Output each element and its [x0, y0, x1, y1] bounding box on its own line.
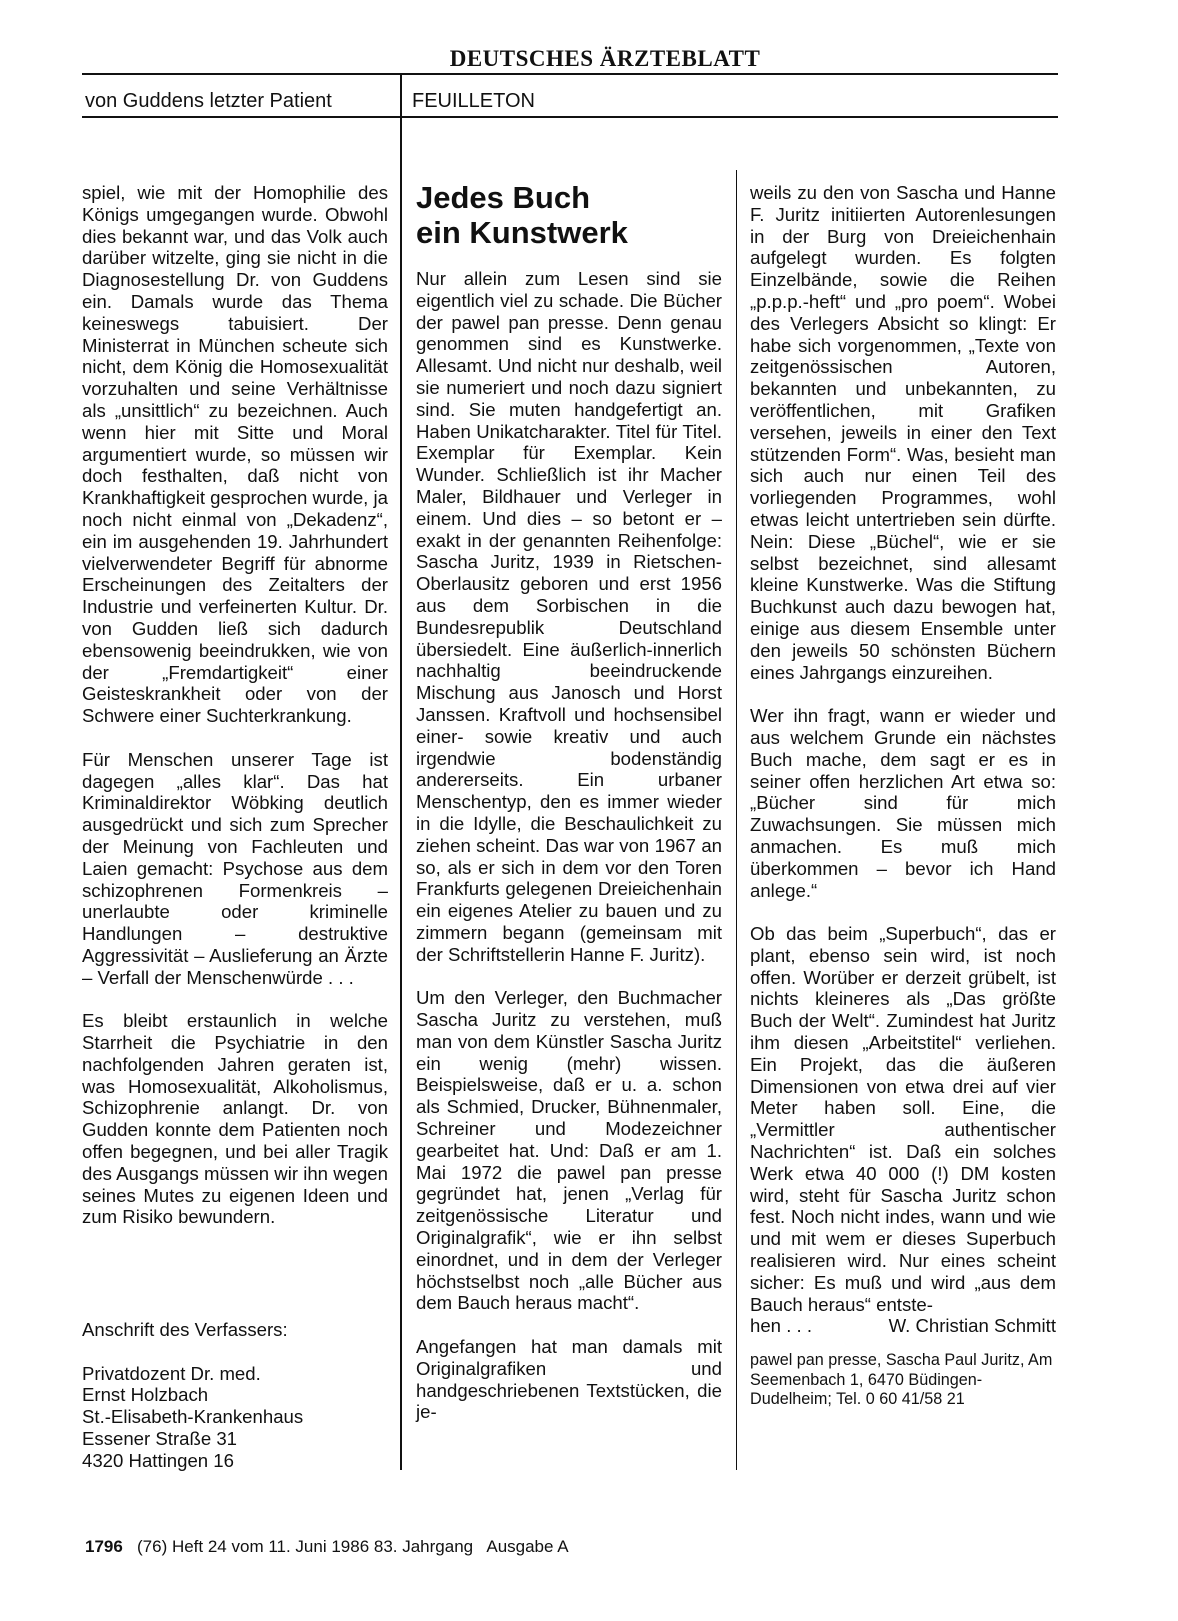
col2-paragraph-3: Angefangen hat man damals mit Originalgrafiken und handgeschriebenen Textstücken, die je-	[416, 1336, 722, 1423]
col3-paragraph-3-end: hen . . .	[750, 1315, 813, 1337]
address-line: St.-Elisabeth-Krankenhaus	[82, 1406, 304, 1428]
address-label: Anschrift des Verfassers:	[82, 1319, 288, 1340]
page-footer	[85, 1537, 569, 1557]
article-title-line-1: Jedes Buch	[416, 180, 591, 215]
address-line: 4320 Hattingen 16	[82, 1449, 234, 1471]
edition-info: Ausgabe A	[486, 1537, 569, 1556]
col2-paragraph-2: Um den Verleger, den Buchmacher Sascha Juritz zu verstehen, muß man von dem Künstler Sascha Juritz ein wenig (mehr) wissen. Beispielsweise, daß er u. a. schon als Schmied, Drucker, Bühnenmaler, Schreiner und Modezeichner gearbeitet hat. Und: Daß er am 1. Mai 1972 die pawel pan presse gegründet hat, jenen „Verlag für zeitgenössische Literatur und Originalgrafik“, wie er ihn selbst einordnet, und in dem der Verleger höchstselbst noch „alle Bücher aus dem Bauch heraus macht“.	[416, 987, 722, 1314]
col1-paragraph-3: Es bleibt erstaunlich in welche Starrheit die Psychiatrie in den nachfolgenden Jahren geraten ist, was Homosexualität, Alkoholismus, Schizophrenie anlangt. Dr. von Gudden konnte dem Patienten noch offen begegnen, und bei aller Tragik des Ausgangs müssen wir ihn wegen seines Mutes zu eigenen Ideen und zum Risiko bewundern.	[82, 1010, 388, 1228]
publisher-info: pawel pan presse, Sascha Paul Juritz, Am Seemenbach 1, 6470 Büdingen-Dudelheim; Tel. 0 60 41/58 21	[750, 1351, 1053, 1409]
column-2	[416, 180, 722, 1445]
col1-paragraph-2: Für Menschen unserer Tage ist dagegen „alles klar“. Das hat Kriminaldirektor Wöbking deutlich ausgedrückt und sich zum Sprecher der Meinung von Fachleuten und Laien gemacht: Psychose aus dem schizophrenen Formenkreis – unerlaubte oder kriminelle Handlungen – destruktive Aggressivität – Auslieferung an Ärzte – Verfall der Menschenwürde . . .	[82, 748, 388, 988]
column-3	[750, 182, 1056, 1410]
author-address	[82, 1319, 388, 1472]
page-number: 1796	[85, 1537, 123, 1556]
author-signature: W. Christian Schmitt	[888, 1315, 1056, 1337]
header-left-title: von Guddens letzter Patient	[85, 90, 332, 112]
issue-info: (76) Heft 24 vom 11. Juni 1986 83. Jahrgang	[137, 1537, 474, 1556]
column-divider-1	[400, 73, 402, 1470]
col3-paragraph-3	[750, 923, 1056, 1337]
address-line: Privatdozent Dr. med.	[82, 1362, 261, 1384]
masthead-rule	[82, 73, 1058, 75]
col2-paragraph-1: Nur allein zum Lesen sind sie eigentlich viel zu schade. Die Bücher der pawel pan presse. Denn genau genommen sind es Kunstwerke. Allesamt. Und nicht nur deshalb, weil sie numeriert und noch dazu signiert sind. Sie muten handgefertigt an. Haben Unikatcharakter. Titel für Titel. Exemplar für Exemplar. Kein Wunder. Schließlich ist ihr Macher Maler, Bildhauer und Verleger in einem. Und dies – so betont er – exakt in der genannten Reihenfolge: Sascha Juritz, 1939 in Rietschen-Oberlausitz geboren und erst 1956 aus dem Sorbischen in die Bundesrepublik Deutschland übersiedelt. Eine äußerlich-innerlich nachhaltig beeindruckende Mischung aus Janosch und Horst Janssen. Kraftvoll und hochsensibel einer- sowie kreativ und auch irgendwie bodenständig andererseits. Ein urbaner Menschentyp, den es immer wieder in die Idylle, die Beschaulichkeit zu ziehen scheint. Das war von 1967 an so, als er sich in dem vor den Toren Frankfurts gelegenen Dreieichenhain ein eigenes Atelier zu bauen und zu zimmern begann (gemeinsam mit der Schriftstellerin Hanne F. Juritz).	[416, 268, 722, 965]
column-1	[82, 182, 388, 1250]
col3-paragraph-3-text: Ob das beim „Superbuch“, das er plant, ebenso sein wird, ist noch offen. Worüber er derzeit grübelt, ist nichts kleineres als „Das größte Buch der Welt“. Zumindest hat Juritz ihm diesen „Arbeitstitel“ verliehen. Ein Projekt, das die äußeren Dimensionen von etwa drei auf vier Meter haben soll. Eine, die „Vermittler authentischer Nachrichten“ ist. Daß ein solches Werk etwa 40 000 (!) DM kosten wird, steht für Sascha Juritz schon fest. Noch nicht indes, wann und wie und mit wem er dieses Superbuch realisieren wird. Nur eines scheint sicher: Es muß und wird „aus dem Bauch heraus“ entste-	[750, 923, 1056, 1315]
address-line: Essener Straße 31	[82, 1427, 238, 1449]
signature-line	[750, 1315, 1056, 1337]
address-line: Ernst Holzbach	[82, 1384, 209, 1406]
header-rule	[82, 116, 1058, 118]
section-label: FEUILLETON	[412, 90, 535, 112]
masthead: DEUTSCHES ÄRZTEBLATT	[449, 46, 761, 71]
col1-paragraph-1: spiel, wie mit der Homophilie des Königs umgegangen wurde. Obwohl dies bekannt war, und das Volk auch darüber witzelte, ging sie nicht in die Diagnosestellung Dr. von Guddens ein. Damals wurde das Thema keineswegs tabuisiert. Der Ministerrat in München scheute sich nicht, dem König die Homosexualität vorzuhalten und seine Verhältnisse als „unsittlich“ zu bezeichnen. Auch wenn hier mit Sitte und Moral argumentiert wurde, so müssen wir doch festhalten, daß nicht von Krankhaftigkeit gesprochen wurde, ja noch nicht einmal von „Dekadenz“, ein im ausgehenden 19. Jahrhundert vielverwendeter Begriff für abnorme Erscheinungen des Zeitalters der Industrie und verfeinerten Kultur. Dr. von Gudden ließ sich dadurch ebensowenig beeindrukken, wie von der „Fremdartigkeit“ einer Geisteskrankheit oder von der Schwere einer Suchterkrankung.	[82, 182, 388, 727]
column-divider-2	[736, 170, 737, 1470]
article-title-line-2: ein Kunstwerk	[416, 215, 628, 250]
col3-paragraph-1: weils zu den von Sascha und Hanne F. Juritz initiierten Autorenlesungen in der Burg von Dreieichenhain aufgelegt wurden. Es folgten Einzelbände, sowie die Reihen „p.p.p.-heft“ und „pro poem“. Wobei des Verlegers Absicht so klingt: Er habe sich vorgenommen, „Texte von zeitgenössischen Autoren, bekannten und unbekannten, zu veröffentlichen, mit Grafiken versehen, jeweils in einer den Text stützenden Form“. Was, besieht man sich auch nur einen Teil des vorliegenden Programmes, wohl etwas leicht untertrieben sein dürfte. Nein: Diese „Büchel“, wie er sie selbst bezeichnet, sind allesamt kleine Kunstwerke. Was die Stiftung Buchkunst auch dazu bewogen hat, einige aus diesem Ensemble unter den jeweils 50 schönsten Büchern eines Jahrgangs einzureihen.	[750, 182, 1056, 683]
col3-paragraph-2: Wer ihn fragt, wann er wieder und aus welchem Grunde ein nächstes Buch mache, dem sagt er es in seiner offen herzlichen Art etwa so: „Bücher sind für mich Zuwachsungen. Sie müssen mich anmachen. Es muß mich überkommen – bevor ich Hand anlege.“	[750, 705, 1056, 901]
